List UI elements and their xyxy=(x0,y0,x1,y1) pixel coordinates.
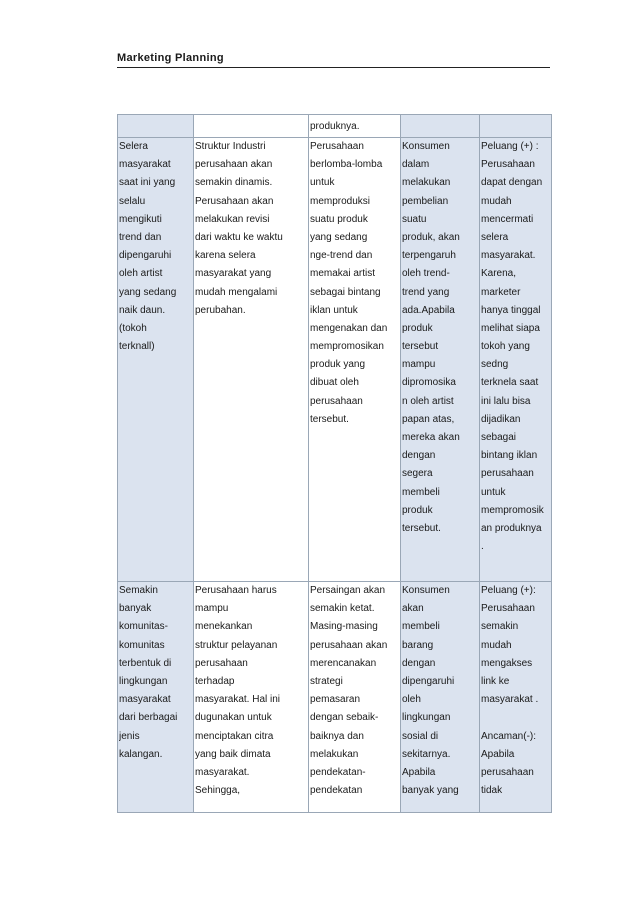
cell-text-line: perubahan. xyxy=(195,304,246,316)
cell-text-line: mencermati xyxy=(481,213,534,225)
table-cell xyxy=(309,115,401,138)
cell-text-line: banyak xyxy=(119,603,152,615)
cell-text-line: dengan sebaik- xyxy=(310,712,379,724)
cell-text-line: tidak xyxy=(481,785,503,797)
cell-text-line: banyak yang xyxy=(402,785,459,797)
table-cell xyxy=(118,582,194,813)
table-cell xyxy=(480,582,552,813)
cell-text-line: karena selera xyxy=(195,250,256,262)
cell-text-line: saat ini yang xyxy=(119,177,176,189)
cell-text-line: dugunakan untuk xyxy=(195,712,272,724)
table-cell xyxy=(480,138,552,582)
cell-text-line: Struktur Industri xyxy=(195,141,266,152)
cell-text-line: menciptakan citra xyxy=(195,730,274,742)
cell-text-line: mempromosikan xyxy=(310,341,384,353)
cell-text-line: lingkungan xyxy=(402,712,451,724)
cell-text-line: terknall) xyxy=(119,341,155,353)
cell-text-line: iklan untuk xyxy=(310,304,358,316)
cell-text-line: semakin ketat. xyxy=(310,603,375,615)
cell-text-line: memproduksi xyxy=(310,195,371,207)
cell-text-line: kalangan. xyxy=(119,748,163,760)
cell-text-line: Perusahaan xyxy=(310,141,364,152)
cell-text-line: tokoh yang xyxy=(481,341,530,353)
cell-text-line: dijadikan xyxy=(481,413,521,425)
table-cell xyxy=(194,115,309,138)
cell-text-line: . xyxy=(481,541,484,553)
cell-text-line: segera xyxy=(402,468,433,480)
cell-text-line: baiknya dan xyxy=(310,730,364,742)
cell-text-line: selera xyxy=(481,231,509,243)
cell-text-line: dibuat oleh xyxy=(310,377,359,389)
cell-text-line: mampu xyxy=(195,603,229,615)
cell-text-line: menekankan xyxy=(195,621,253,633)
cell-text-line: pendekatan- xyxy=(310,766,366,778)
cell-text-line: mereka akan xyxy=(402,432,460,443)
cell-text-line: sebagai xyxy=(481,432,517,443)
cell-text-line: Perusahaan xyxy=(481,603,535,615)
cell-text-line: Selera xyxy=(119,141,148,152)
cell-text-line: Ancaman(-): xyxy=(481,730,537,742)
cell-text-line: suatu produk xyxy=(310,213,368,225)
cell-text-line: marketer xyxy=(481,286,521,298)
cell-text-line: strategi xyxy=(310,675,343,687)
table-cell xyxy=(194,582,309,813)
cell-text-line: mengakses xyxy=(481,657,533,669)
cell-text-line: produk xyxy=(402,322,433,334)
cell-text-line: membeli xyxy=(402,486,440,498)
cell-text-line: perusahaan akan xyxy=(195,159,273,171)
cell-text-line: mempromosik xyxy=(481,504,544,516)
cell-text-line: mengikuti xyxy=(119,213,162,225)
cell-text-line: naik daun. xyxy=(119,304,166,316)
cell-text-line: merencanakan xyxy=(310,657,377,669)
cell-text-line: pendekatan xyxy=(310,785,363,797)
cell-text-line: dipengaruhi xyxy=(119,250,172,262)
cell-text-line: nge-trend dan xyxy=(310,250,373,262)
cell-text-line: perusahaan xyxy=(481,766,534,778)
cell-text-line: mampu xyxy=(402,359,436,371)
cell-text-line: terhadap xyxy=(195,675,235,687)
cell-text-line: Apabila xyxy=(402,766,436,778)
cell-text-line: ada.Apabila xyxy=(402,304,455,316)
cell-text-line: yang sedang xyxy=(310,231,368,243)
cell-text-line: sebagai bintang xyxy=(310,286,381,298)
cell-text-line: pembelian xyxy=(402,195,449,207)
marketing-table xyxy=(117,114,552,813)
cell-text-line: yang baik dimata xyxy=(195,748,271,760)
table-cell xyxy=(194,138,309,582)
cell-text-line: melakukan xyxy=(402,177,451,189)
cell-text-line: barang xyxy=(402,639,434,651)
cell-text-line: produk xyxy=(402,504,433,516)
cell-text-line xyxy=(481,709,550,727)
cell-text-line: memakai artist xyxy=(310,268,376,280)
cell-text-line: berlomba-lomba xyxy=(310,159,383,171)
cell-text-line: dari berbagai xyxy=(119,712,178,724)
cell-text-line: akan xyxy=(402,603,424,615)
cell-text-line: melakukan xyxy=(310,748,359,760)
cell-text-line: dipengaruhi xyxy=(402,675,455,687)
table-row xyxy=(118,138,552,582)
table-cell xyxy=(309,138,401,582)
cell-text-line: dengan xyxy=(402,450,436,462)
table-cell xyxy=(118,138,194,582)
cell-text-line: Sehingga, xyxy=(195,785,241,797)
cell-text-line: sosial di xyxy=(402,730,439,742)
cell-text-line: struktur pelayanan xyxy=(195,639,278,651)
page-header-title: Marketing Planning xyxy=(117,52,224,64)
table-cell xyxy=(401,582,480,813)
cell-text-line: Masing-masing xyxy=(310,621,378,633)
table-row xyxy=(118,582,552,813)
cell-text-line: masyarakat xyxy=(119,694,171,706)
cell-text-line: sekitarnya. xyxy=(402,748,451,760)
cell-text-line: lingkungan xyxy=(119,675,168,687)
cell-text-line: Karena, xyxy=(481,268,517,280)
cell-text-line: Perusahaan harus xyxy=(195,585,277,596)
cell-text-line: perusahaan xyxy=(195,657,248,669)
cell-text-line: Peluang (+): xyxy=(481,585,536,596)
cell-text-line: hanya tinggal xyxy=(481,304,541,316)
cell-text-line: produk, akan xyxy=(402,231,460,243)
table-cell xyxy=(480,115,552,138)
cell-text-line: jenis xyxy=(119,730,140,742)
cell-text-line: trend yang xyxy=(402,286,450,298)
cell-text-line: papan atas, xyxy=(402,413,455,425)
cell-text-line: masyarakat yang xyxy=(195,268,272,280)
cell-text-line: Apabila xyxy=(481,748,515,760)
cell-text-line: n oleh artist xyxy=(402,395,454,407)
cell-text-line: yang sedang xyxy=(119,286,177,298)
cell-text-line: perusahaan xyxy=(481,468,534,480)
cell-text-line: bintang iklan xyxy=(481,450,538,462)
cell-text-line: dengan xyxy=(402,657,436,669)
cell-text-line: terbentuk di xyxy=(119,657,172,669)
header-divider xyxy=(117,67,550,68)
cell-text-line: melihat siapa xyxy=(481,322,540,334)
table-cell xyxy=(401,115,480,138)
cell-text-line: produk yang xyxy=(310,359,366,371)
cell-text-line: perusahaan akan xyxy=(310,639,388,651)
cell-text-line: Konsumen xyxy=(402,585,450,596)
cell-text-line: terpengaruh xyxy=(402,250,456,262)
cell-text-line: trend dan xyxy=(119,231,162,243)
cell-text-line: dapat dengan xyxy=(481,177,543,189)
cell-text-line: komunitas- xyxy=(119,621,168,633)
table-row xyxy=(118,115,552,138)
cell-text-line: mudah mengalami xyxy=(195,286,278,298)
cell-text-line: pemasaran xyxy=(310,694,361,706)
cell-text-line: link ke xyxy=(481,675,510,687)
cell-text-line: dari waktu ke waktu xyxy=(195,231,283,243)
cell-text-line: Konsumen xyxy=(402,141,450,152)
cell-text-line: Peluang (+) : xyxy=(481,141,539,152)
cell-text-line: perusahaan xyxy=(310,395,363,407)
cell-text-line: masyarakat . xyxy=(481,694,539,706)
cell-text-line: Persaingan akan xyxy=(310,585,386,596)
cell-text-line: tersebut xyxy=(402,341,439,353)
cell-text-line: untuk xyxy=(481,486,506,498)
cell-text-line: suatu xyxy=(402,213,427,225)
cell-text-line: masyarakat. xyxy=(481,250,536,262)
cell-text-line: dipromosika xyxy=(402,377,456,389)
cell-text-line: oleh trend- xyxy=(402,268,450,280)
cell-text-line: masyarakat xyxy=(119,159,171,171)
cell-text-line: masyarakat. Hal ini xyxy=(195,694,281,706)
cell-text-line: membeli xyxy=(402,621,440,633)
cell-text-line: tersebut. xyxy=(310,413,349,425)
cell-text-line: produknya. xyxy=(310,121,360,132)
cell-text-line: mengenakan dan xyxy=(310,322,388,334)
cell-text-line: untuk xyxy=(310,177,335,189)
cell-text-line: tersebut. xyxy=(402,522,441,534)
cell-text-line: ini lalu bisa xyxy=(481,395,531,407)
cell-text-line: semakin dinamis. xyxy=(195,177,273,189)
cell-text-line: Semakin xyxy=(119,585,158,596)
cell-text-line: oleh xyxy=(402,694,421,706)
cell-text-line: selalu xyxy=(119,195,146,207)
table-cell xyxy=(118,115,194,138)
table-cell xyxy=(401,138,480,582)
cell-text-line: melakukan revisi xyxy=(195,213,270,225)
cell-text-line: an produknya xyxy=(481,522,542,534)
cell-text-line: mudah xyxy=(481,639,512,651)
cell-text-line: Perusahaan akan xyxy=(195,195,274,207)
cell-text-line: dalam xyxy=(402,159,430,171)
table-cell xyxy=(309,582,401,813)
cell-text-line: oleh artist xyxy=(119,268,163,280)
cell-text-line: (tokoh xyxy=(119,322,147,334)
cell-text-line: sedng xyxy=(481,359,509,371)
cell-text-line: terknela saat xyxy=(481,377,539,389)
cell-text-line: masyarakat. xyxy=(195,766,250,778)
cell-text-line: mudah xyxy=(481,195,512,207)
cell-text-line: semakin xyxy=(481,621,519,633)
cell-text-line: komunitas xyxy=(119,639,165,651)
cell-text-line: Perusahaan xyxy=(481,159,535,171)
